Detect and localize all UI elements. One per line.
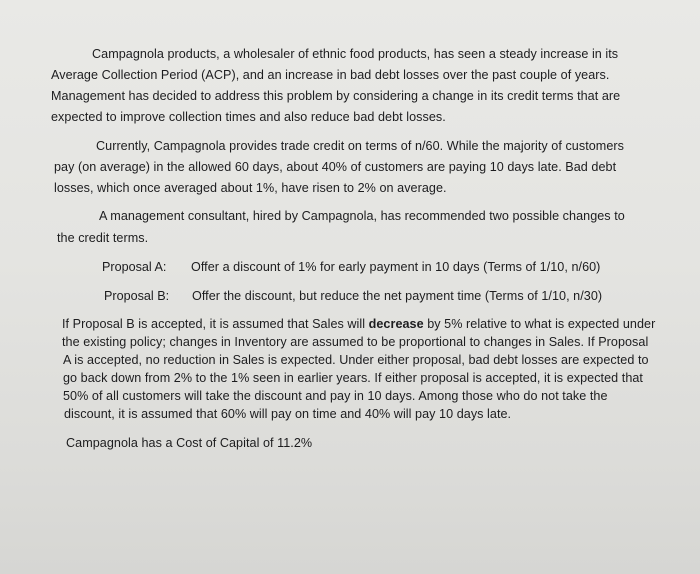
text-line: discount, it is assumed that 60% will pay on time and 40% will pay 10 days late. xyxy=(64,407,512,421)
text-line: Currently, Campagnola provides trade credit on terms of n/60. While the majority of customers xyxy=(96,139,624,153)
text-run: by 5% relative to what is expected under xyxy=(423,317,656,331)
text-line xyxy=(62,316,655,332)
proposal-label: Proposal A: xyxy=(102,260,167,274)
text-line: losses, which once averaged about 1%, have risen to 2% on average. xyxy=(54,181,447,195)
text-line: expected to improve collection times and also reduce bad debt losses. xyxy=(51,110,446,124)
cost-of-capital-line: Campagnola has a Cost of Capital of 11.2% xyxy=(66,436,313,450)
text-line: A management consultant, hired by Campagnola, has recommended two possible changes to xyxy=(99,209,625,223)
text-line: Average Collection Period (ACP), and an increase in bad debt losses over the past couple of years. xyxy=(51,68,610,82)
text-line: the existing policy; changes in Inventory are assumed to be proportional to changes in Sales. If Proposal xyxy=(62,335,649,349)
text-line: the credit terms. xyxy=(57,231,149,245)
text-line: 50% of all customers will take the discount and pay in 10 days. Among those who do not take the xyxy=(63,389,608,403)
proposal-text: Offer a discount of 1% for early payment in 10 days (Terms of 1/10, n/60) xyxy=(191,260,601,274)
text-line: Management has decided to address this problem by considering a change in its credit terms that are xyxy=(51,89,621,103)
text-line: go back down from 2% to the 1% seen in earlier years. If either proposal is accepted, it is expected that xyxy=(63,371,643,385)
proposal-text: Offer the discount, but reduce the net payment time (Terms of 1/10, n/30) xyxy=(192,289,603,303)
text-line: Campagnola products, a wholesaler of ethnic food products, has seen a steady increase in its xyxy=(92,47,619,61)
text-line: A is accepted, no reduction in Sales is expected. Under either proposal, bad debt losses are expected to xyxy=(63,353,649,367)
proposal-label: Proposal B: xyxy=(104,289,170,303)
text-run: If Proposal B is accepted, it is assumed that Sales will xyxy=(62,317,369,331)
emphasis-decrease: decrease xyxy=(368,317,424,331)
text-line: pay (on average) in the allowed 60 days, about 40% of customers are paying 10 days late. Bad debt xyxy=(54,160,617,174)
